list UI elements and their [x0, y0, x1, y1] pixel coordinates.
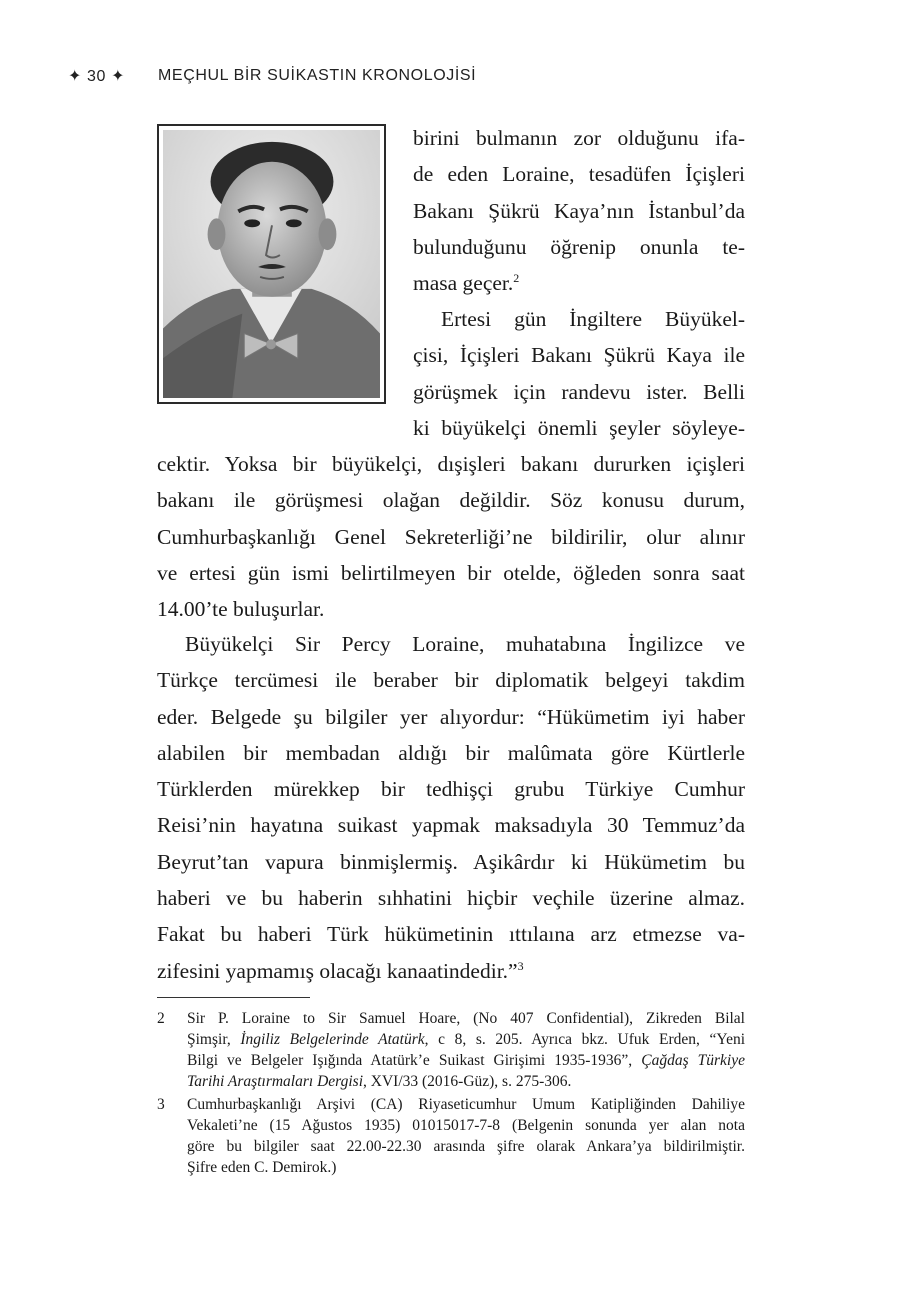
portrait-image: [163, 130, 380, 398]
footnote-line: Sir P. Loraine to Sir Samuel Hoare, (No 407 Confidential), Zikreden Bilal: [187, 1010, 745, 1027]
footnote-line: Cumhurbaşkanlığı Arşivi (CA) Riyaseticumhur Umum Katipliğinden Dahiliye: [187, 1096, 745, 1113]
text-line: Ertesi gün İngiltere Büyükel-: [441, 307, 745, 331]
footnote-ref-2: 2: [513, 271, 520, 286]
paragraph-second-narrow: [413, 301, 745, 446]
text-line: 14.00’te buluşurlar.: [157, 597, 325, 622]
text-line: Türklerden mürekkep bir tedhişçi grubu Türkiye Cumhur: [157, 777, 745, 802]
running-header: [68, 64, 768, 88]
text-line: haberi ve bu haberin sıhhatini hiçbir veçhile üzerine almaz.: [157, 886, 745, 911]
text-line: Fakat bu haberi Türk hükümetinin ıttılaına arz etmezse va-: [157, 922, 745, 947]
footnote-ref-3: 3: [517, 958, 524, 973]
text-line: masa geçer.$^2$: [413, 271, 520, 296]
paragraph-second-full: [157, 446, 745, 627]
footnote-line: Bilgi ve Belgeler Işığında Atatürk’e Suikast Girişimi 1935-1936”, Çağdaş Türkiye: [187, 1052, 746, 1069]
text-line: ki büyükelçi önemli şeyler söyleye-: [413, 415, 745, 440]
running-title: MEÇHUL BİR SUİKASTIN KRONOLOJİSİ: [158, 67, 477, 84]
text-line: cektir. Yoksa bir büyükelçi, dışişleri bakanı dururken içişleri: [157, 452, 745, 476]
page-number: ✦ 30 ✦: [68, 68, 126, 85]
footnote-line: Şifre eden C. Demirok.): [187, 1159, 337, 1176]
text-line: bakanı ile görüşmesi olağan değildir. Söz konusu durum,: [157, 488, 745, 513]
footnote-line: Şimşir, İngiliz Belgelerinde Atatürk, c 8, s. 205. Ayrıca bkz. Ufuk Erden, “Yeni: [187, 1031, 745, 1048]
text-line: birini bulmanın zor olduğunu ifa-: [413, 126, 745, 150]
text-line: Beyrut’tan vapura binmişlermiş. Aşikârdır ki Hükümetim bu: [157, 849, 745, 874]
text-line: de eden Loraine, tesadüfen İçişleri: [413, 162, 745, 187]
text-line: bulunduğunu öğrenip onunla te-: [413, 234, 745, 259]
footnote-2: [157, 1008, 745, 1092]
footnote-number: 2: [157, 1010, 165, 1027]
footnote-line: göre bu bilgiler saat 22.00-22.30 arasında şifre olarak Ankara’ya bildirilmiştir.: [187, 1138, 745, 1155]
text-line: Türkçe tercümesi ile beraber bir diplomatik belgeyi takdim: [157, 668, 745, 693]
text-line: eder. Belgede şu bilgiler yer alıyordur: “Hükümetim iyi haber: [157, 704, 745, 729]
text-line: Reisi’nin hayatına suikast yapmak maksadıyla 30 Temmuz’da: [157, 813, 745, 838]
text-line: Cumhurbaşkanlığı Genel Sekreterliği’ne bildirilir, olur alınır: [157, 524, 745, 549]
footnotes: [157, 1008, 745, 1180]
footnote-3: [157, 1094, 745, 1178]
footnote-line: Tarihi Araştırmaları Dergisi, XVI/33 (2016-Güz), s. 275-306.: [187, 1073, 572, 1090]
footnote-line: Vekaleti’ne (15 Ağustos 1935) 01015017-7-8 (Belgenin sonunda yer alan nota: [187, 1117, 745, 1134]
text-line: Bakanı Şükrü Kaya’nın İstanbul’da: [413, 198, 745, 223]
text-line: görüşmek için randevu ister. Belli: [413, 379, 745, 404]
footnote-separator: [157, 997, 310, 998]
portrait-photo: [157, 124, 386, 404]
text-line: ve ertesi gün ismi belirtilmeyen bir otelde, öğleden sonra saat: [157, 560, 745, 585]
text-line: alabilen bir membadan aldığı bir malûmata göre Kürtlerle: [157, 740, 745, 765]
text-line: zifesini yapmamış olacağı kanaatindedir.”$^3$: [157, 958, 524, 983]
paragraph-top: [413, 120, 745, 301]
footnote-number: 3: [157, 1096, 165, 1113]
text-line: çisi, İçişleri Bakanı Şükrü Kaya ile: [413, 343, 745, 368]
text-line: Büyükelçi Sir Percy Loraine, muhatabına İngilizce ve: [185, 632, 745, 656]
paragraph-third: [157, 626, 745, 989]
